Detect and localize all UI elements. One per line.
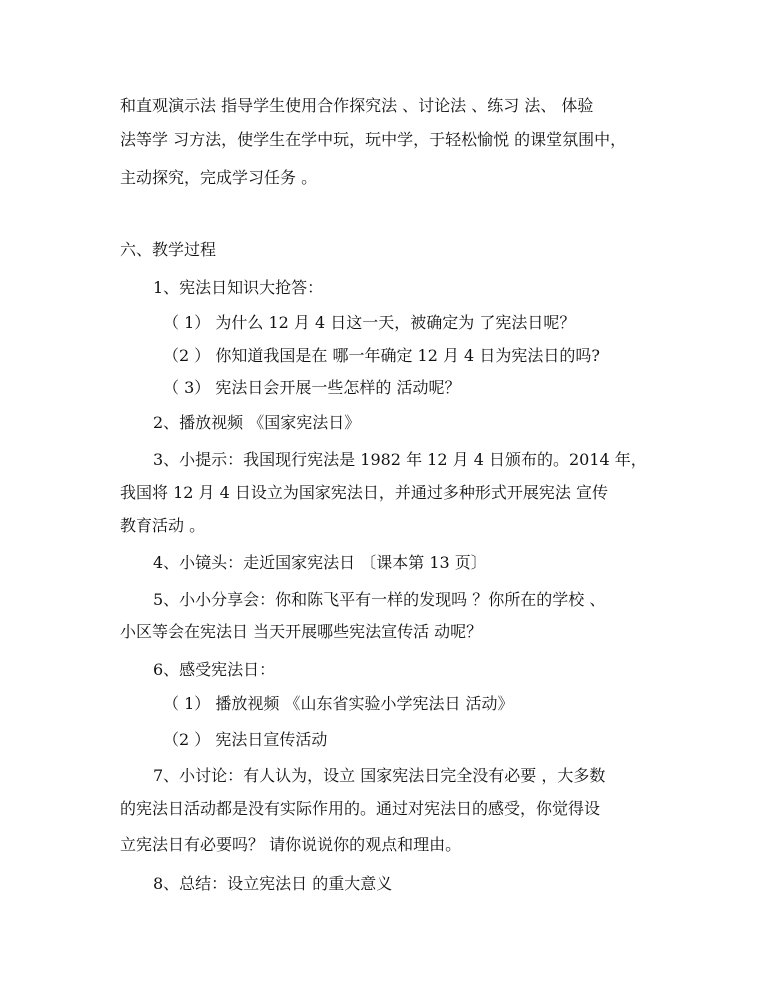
item-1-question-1: （ 1） 为什么 12 月 4 日这一天，被确定为 了宪法日呢？: [163, 313, 576, 332]
item-5-line-2: 小区等会在宪法日 当天开展哪些宪法宣传活 动呢？: [120, 622, 483, 641]
item-4: 4、小镜头：走近国家宪法日 〔课本第 13 页〕: [153, 553, 487, 572]
item-6-title: 6、感受宪法日：: [153, 660, 276, 679]
intro-paragraph-line-1: 和直观演示法 指导学生使用合作探究法 、讨论法 、练习 法、 体验: [120, 96, 594, 115]
item-5-line-1: 5、小小分享会：你和陈飞平有一样的发现吗 ？你所在的学校 、: [153, 590, 606, 609]
item-3-line-3: 教育活动 。: [120, 516, 206, 535]
item-1-title: 1、宪法日知识大抢答：: [153, 278, 324, 297]
item-6-sub-2: （2 ） 宪法日宣传活动: [163, 730, 328, 749]
item-7-line-1: 7、小讨论：有人认为，设立 国家宪法日完全没有必要 ，大多数: [153, 766, 606, 785]
item-1-question-2: （2 ） 你知道我国是在 哪一年确定 12 月 4 日为宪法日的吗?: [163, 346, 600, 365]
item-3-line-1: 3、小提示：我国现行宪法是 1982 年 12 月 4 日颁布的。2014 年，: [153, 450, 647, 469]
section-heading: 六、教学过程: [120, 240, 217, 259]
item-3-line-2: 我国将 12 月 4 日设立为国家宪法日，并通过多种形式开展宪法 宣传: [120, 483, 608, 502]
item-2: 2、播放视频 《国家宪法日》: [153, 413, 361, 432]
intro-paragraph-line-2: 法等学 习方法，使学生在学中玩，玩中学，于轻松愉悦 的课堂氛围中，: [120, 130, 627, 149]
item-8: 8、总结：设立宪法日 的重大意义: [153, 874, 393, 893]
item-7-line-2: 的宪法日活动都是没有实际作用的。通过对宪法日的感受，你觉得设: [120, 799, 601, 818]
item-1-question-3: （ 3） 宪法日会开展一些怎样的 活动呢？: [163, 378, 461, 397]
item-6-sub-1: （ 1） 播放视频 《山东省实验小学宪法日 活动》: [163, 694, 514, 713]
intro-paragraph-line-3: 主动探究，完成学习任务 。: [120, 168, 318, 187]
item-7-line-3: 立宪法日有必要吗？ 请你说说你的观点和理由。: [120, 835, 462, 854]
